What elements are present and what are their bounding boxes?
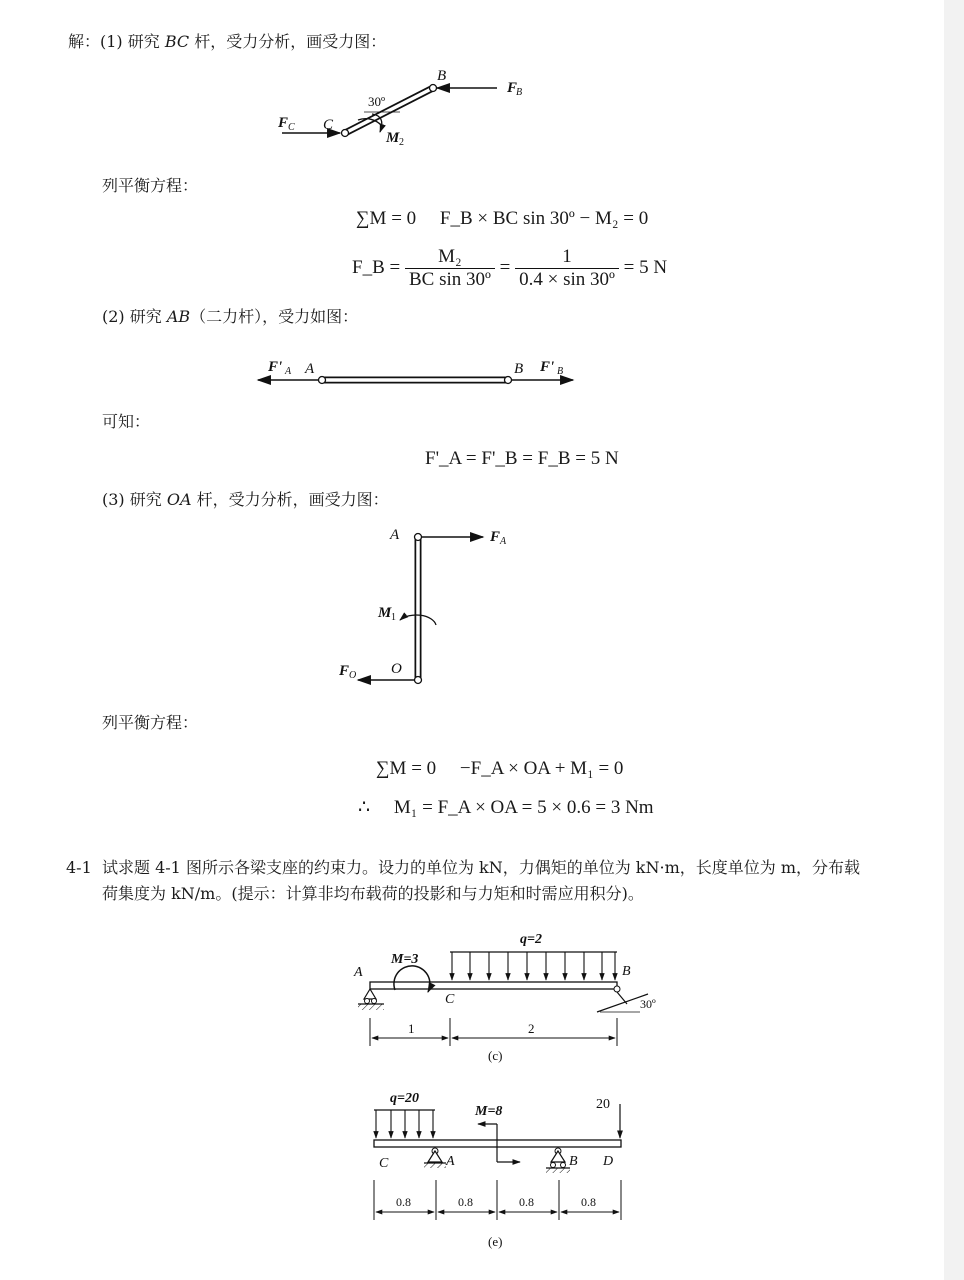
equation-5: ∴ M₁ = F_A × OA = 5 × 0.6 = 3 Nm: [358, 797, 654, 818]
fig-ab-bar: [258, 359, 573, 384]
equation-1: ∑M = 0 F_B × BC sin 30º − M₂ = 0: [356, 208, 649, 229]
svg-text:q=20: q=20: [390, 1091, 419, 1106]
label-C: C: [323, 117, 334, 133]
svg-text:30º: 30º: [640, 997, 656, 1011]
part1-heading: 解：(1) 研究 BC 杆，受力分析，画受力图：: [68, 32, 387, 51]
svg-text:F: F: [278, 115, 289, 131]
fig-oa-bar: [338, 527, 507, 684]
svg-text:B: B: [569, 1154, 578, 1169]
svg-text:20: 20: [596, 1097, 610, 1112]
label-B: B: [437, 68, 447, 84]
svg-text:A: A: [500, 536, 507, 547]
svg-text:A: A: [390, 527, 400, 543]
part2-heading: (2) 研究 AB（二力杆），受力如图：: [102, 307, 359, 326]
fig-c-beam: [353, 932, 656, 1063]
svg-text:O: O: [349, 670, 357, 681]
svg-text:A: A: [354, 965, 363, 980]
svg-text:A: A: [446, 1154, 455, 1169]
problem-text-line1: 试求题 4-1 图所示各梁支座的约束力。设力的单位为 kN，力偶矩的单位为 kN·m，长度单位为 m，分布载: [102, 858, 861, 877]
fraction-2: $\frac{1}{\text{0.4 × sin 30º}}$: [515, 246, 619, 291]
equation-2: F_B = $\frac{\text{M₂}}{\text{BC sin 30º}}$ = $\frac{1}{\text{0.4 × sin 30º}}$ = 5 N: [352, 246, 668, 290]
svg-text:2: 2: [528, 1021, 535, 1036]
svg-text:1: 1: [408, 1021, 415, 1036]
svg-text:M=3: M=3: [391, 952, 419, 967]
angle-label: 30º: [368, 94, 386, 109]
svg-text:M: M: [378, 605, 392, 621]
svg-text:(e): (e): [488, 1234, 503, 1249]
svg-text:F: F: [339, 663, 350, 679]
svg-text:0.8: 0.8: [581, 1195, 596, 1209]
fig-e-beam: [374, 1091, 621, 1249]
equilibrium-label-3: 列平衡方程：: [102, 713, 199, 732]
svg-text:B: B: [516, 87, 523, 98]
svg-text:F': F': [268, 359, 283, 375]
distributed-load-c: [452, 952, 615, 980]
svg-text:F: F: [507, 80, 518, 96]
problem-text-line2: 荷集度为 kN/m。(提示：计算非均布载荷的投影和与力矩和时需应用积分)。: [102, 884, 644, 903]
svg-text:q=2: q=2: [520, 932, 542, 947]
svg-text:0.8: 0.8: [519, 1195, 534, 1209]
part3-heading: (3) 研究 OA 杆，受力分析，画受力图：: [102, 490, 389, 509]
svg-text:F': F': [540, 359, 555, 375]
equilibrium-label-1: 列平衡方程：: [102, 176, 199, 195]
fig-bc-bar: [277, 68, 522, 148]
equation-4: ∑M = 0 −F_A × OA + M₁ = 0: [376, 758, 624, 779]
svg-text:M=8: M=8: [475, 1104, 503, 1119]
known-label: 可知：: [102, 412, 151, 431]
svg-text:1: 1: [391, 612, 396, 623]
svg-text:B: B: [622, 964, 631, 979]
svg-text:B: B: [514, 361, 524, 377]
equation-3: F'_A = F'_B = F_B = 5 N: [425, 448, 619, 469]
svg-text:0.8: 0.8: [396, 1195, 411, 1209]
svg-text:A: A: [285, 366, 292, 377]
svg-text:B: B: [557, 366, 564, 377]
svg-text:O: O: [391, 661, 402, 677]
svg-text:C: C: [445, 992, 455, 1007]
svg-text:M: M: [386, 130, 400, 146]
svg-text:F: F: [490, 529, 501, 545]
fraction-1: $\frac{\text{M₂}}{\text{BC sin 30º}}$: [405, 246, 495, 291]
problem-number: 4-1: [66, 858, 92, 877]
svg-text:(c): (c): [488, 1048, 503, 1063]
svg-text:A: A: [305, 361, 315, 377]
svg-text:0.8: 0.8: [458, 1195, 473, 1209]
svg-text:C: C: [288, 122, 295, 133]
svg-text:D: D: [603, 1154, 614, 1169]
svg-text:2: 2: [399, 137, 404, 148]
svg-text:C: C: [379, 1156, 389, 1171]
